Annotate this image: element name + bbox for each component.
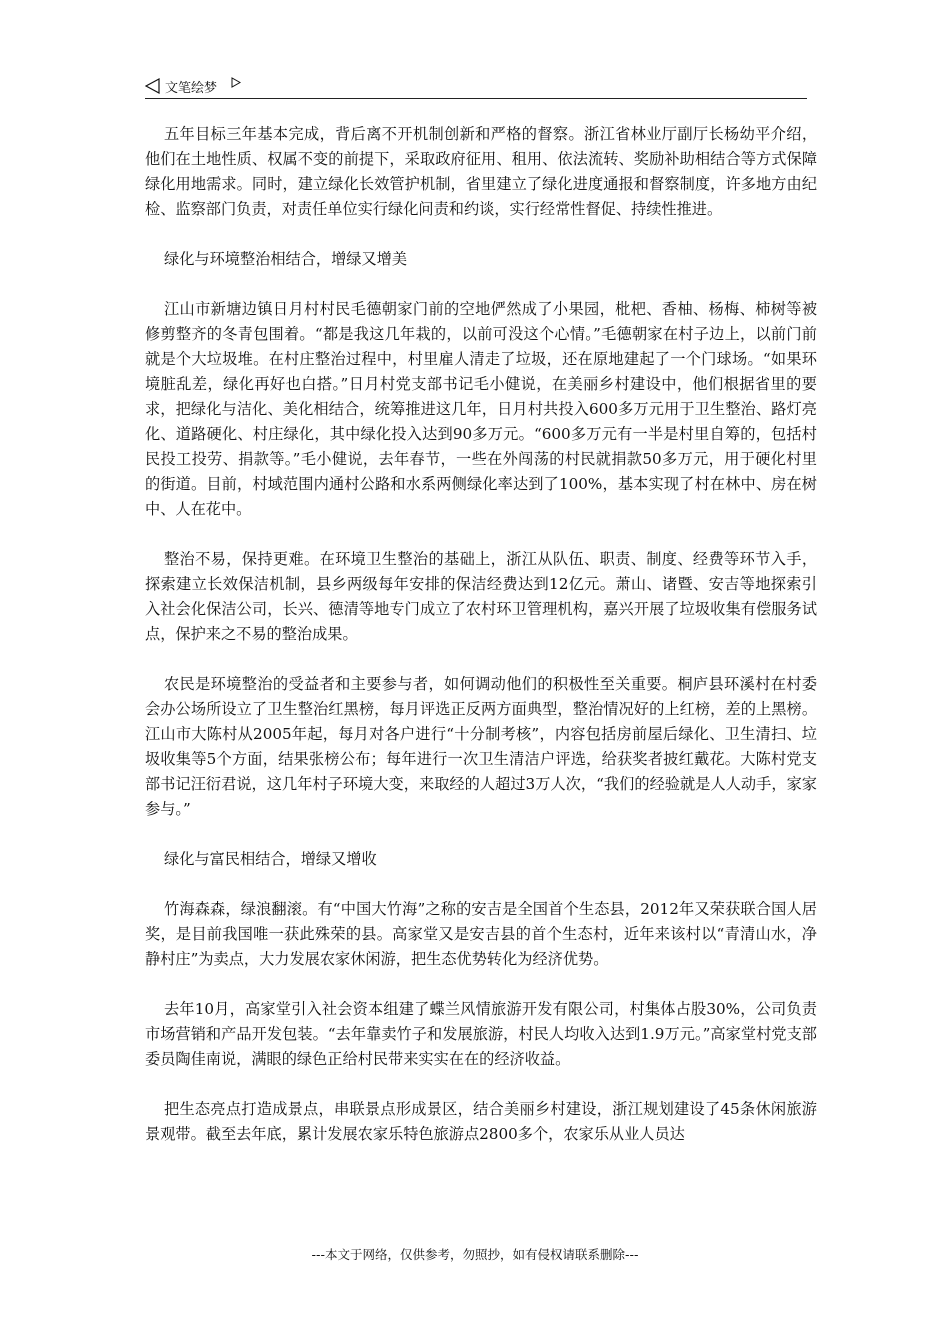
paragraph: 竹海森森，绿浪翻滚。有“中国大竹海”之称的安吉是全国首个生态县，2012年又荣获联合国人居奖，是目前我国唯一获此殊荣的县。高家堂又是安吉县的首个生态村，近年来该村以“青清山水，净静村庄”为卖点，大力发展农家休闲游，把生态优势转化为经济优势。	[145, 900, 817, 968]
paragraph: 五年目标三年基本完成，背后离不开机制创新和严格的督察。浙江省林业厅副厅长杨幼平介绍，他们在土地性质、权属不变的前提下，采取政府征用、租用、依法流转、奖励补助相结合等方式保障绿化用地需求。同时，建立绿化长效管护机制，省里建立了绿化进度通报和督察制度，许多地方由纪检、监察部门负责，对责任单位实行绿化问责和约谈，实行经常性督促、持续性推进。	[145, 125, 817, 218]
footer-notice: ---本文于网络，仅供参考，勿照抄，如有侵权请联系删除---	[311, 1247, 639, 1262]
paragraph: 农民是环境整治的受益者和主要参与者，如何调动他们的积极性至关重要。桐庐县环溪村在村委会办公场所设立了卫生整治红黑榜，每月评选正反两方面典型，整治情况好的上红榜，差的上黑榜。江山市大陈村从2005年起，每月对各户进行“十分制考核”，内容包括房前屋后绿化、卫生清扫、垃圾收集等5个方面，结果张榜公布；每年进行一次卫生清洁户评选，给获奖者披红戴花。大陈村党支部书记汪衍君说，这几年村子环境大变，来取经的人超过3万人次，“我们的经验就是人人动手，家家参与。”	[145, 675, 817, 818]
article-body	[145, 122, 817, 1172]
header-brand: 文笔绘梦	[165, 81, 218, 96]
paragraph: 整治不易，保持更难。在环境卫生整治的基础上，浙江从队伍、职责、制度、经费等环节入手，探索建立长效保洁机制，县乡两级每年安排的保洁经费达到12亿元。萧山、诸暨、安吉等地探索引入社会化保洁公司，长兴、德清等地专门成立了农村环卫管理机构，嘉兴开展了垃圾收集有偿服务试点，保护来之不易的整治成果。	[145, 550, 817, 643]
page-header	[145, 72, 807, 99]
paragraph: 把生态亮点打造成景点，串联景点形成景区，结合美丽乡村建设，浙江规划建设了45条休闲旅游景观带。截至去年底，累计发展农家乐特色旅游点2800多个，农家乐从业人员达	[145, 1100, 817, 1143]
paragraph: 江山市新塘边镇日月村村民毛德朝家门前的空地俨然成了小果园，枇杷、香柚、杨梅、柿树等被修剪整齐的冬青包围着。“都是我这几年栽的，以前可没这个心情。”毛德朝家在村子边上，以前门前就是个大垃圾堆。在村庄整治过程中，村里雇人清走了垃圾，还在原地建起了一个门球场。“如果环境脏乱差，绿化再好也白搭。”日月村党支部书记毛小健说，在美丽乡村建设中，他们根据省里的要求，把绿化与洁化、美化相结合，统筹推进这几年，日月村共投入600多万元用于卫生整治、路灯亮化、道路硬化、村庄绿化，其中绿化投入达到90多万元。“600多万元有一半是村里自筹的，包括村民投工投劳、捐款等。”毛小健说，去年春节，一些在外闯荡的村民就捐款50多万元，用于硬化村里的街道。目前，村域范围内通村公路和水系两侧绿化率达到了100%，基本实现了村在林中、房在树中、人在花中。	[145, 300, 817, 518]
section-heading: 绿化与环境整治相结合，增绿又增美	[164, 250, 407, 268]
triangle-left-icon	[145, 78, 161, 94]
paragraph: 去年10月，高家堂引入社会资本组建了蝶兰风情旅游开发有限公司，村集体占股30%，公司负责市场营销和产品开发包装。“去年靠卖竹子和发展旅游，村民人均收入达到1.9万元。”高家堂村党支部委员陶佳南说，满眼的绿色正给村民带来实实在在的经济收益。	[145, 1000, 817, 1068]
section-heading: 绿化与富民相结合，增绿又增收	[164, 850, 377, 868]
triangle-right-icon	[231, 77, 241, 88]
